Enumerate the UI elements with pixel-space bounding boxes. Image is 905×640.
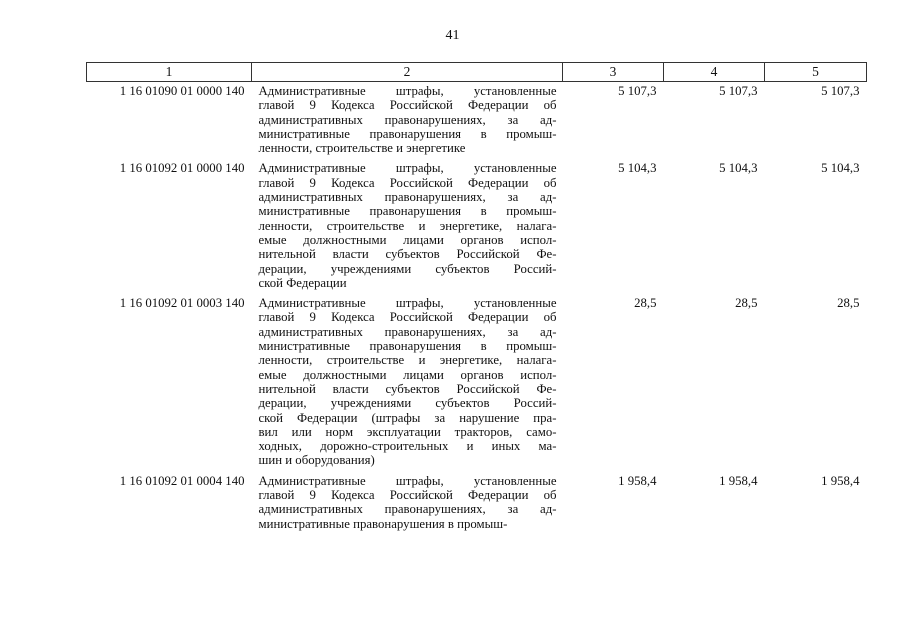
description-line: дерации, учреждениями субъектов Россий- (258, 261, 557, 276)
column-header-5: 5 (765, 63, 867, 82)
description-line: нительной власти субъектов Российской Фе- (258, 247, 557, 262)
column-header-2: 2 (252, 63, 563, 82)
budget-code-cell: 1 16 01092 01 0000 140 (119, 161, 245, 176)
column-header-3: 3 (563, 63, 664, 82)
amount-col5-cell: 5 104,3 (821, 161, 860, 176)
amount-col5-cell: 5 107,3 (821, 84, 860, 98)
amount-col4-cell: 5 104,3 (719, 161, 758, 176)
description-cell (252, 82, 563, 160)
description-line: емые должностными лицами органов испол- (258, 367, 557, 382)
description-line: главой 9 Кодекса Российской Федерации об (258, 310, 557, 325)
amount-col3-cell: 5 104,3 (618, 161, 657, 176)
description-line: ходных, дорожно-строительных и иных ма- (258, 439, 557, 454)
amount-col4-cell: 5 107,3 (719, 84, 758, 98)
description-line: нительной власти субъектов Российской Фе- (258, 381, 557, 396)
description-line: министративные правонарушения в промыш- (258, 204, 557, 219)
amount-col3-cell: 1 958,4 (618, 473, 657, 488)
description-line: административных правонарушениях, за ад- (258, 502, 557, 517)
amount-col3-cell: 28,5 (634, 296, 657, 311)
description-line: ской Федерации (258, 275, 347, 290)
column-header-1: 1 (87, 63, 252, 82)
description-line: шин и оборудования) (258, 453, 375, 468)
description-cell (252, 294, 563, 472)
description-line: административных правонарушениях, за ад- (258, 112, 557, 127)
description-line: министративные правонарушения в промыш- (258, 339, 557, 354)
description-line: министративные правонарушения в промыш- (258, 126, 557, 141)
budget-code-cell: 1 16 01092 01 0004 140 (119, 473, 245, 488)
amount-col3-cell: 5 107,3 (618, 84, 657, 98)
description-line: Административные штрафы, установленные (258, 296, 557, 311)
description-cell (252, 159, 563, 294)
description-line: главой 9 Кодекса Российской Федерации об (258, 175, 557, 190)
table-row (87, 82, 867, 160)
description-line: главой 9 Кодекса Российской Федерации об (258, 98, 557, 113)
page-number: 41 (445, 28, 460, 43)
description-line: ленности, строительстве и энергетике (258, 141, 466, 156)
description-line: ленности, строительстве и энергетике, налага- (258, 218, 557, 233)
description-line: емые должностными лицами органов испол- (258, 232, 557, 247)
description-line: вил или норм эксплуатации тракторов, само- (258, 424, 557, 439)
table-header-row (87, 63, 867, 82)
description-line: ской Федерации (штрафы за нарушение пра- (258, 410, 557, 425)
description-line: главой 9 Кодекса Российской Федерации об (258, 488, 557, 503)
description-cell (252, 472, 563, 535)
description-line: административных правонарушениях, за ад- (258, 324, 557, 339)
amount-col5-cell: 28,5 (837, 296, 860, 311)
budget-table (86, 62, 867, 535)
description-line: дерации, учреждениями субъектов Россий- (258, 396, 557, 411)
description-line: Административные штрафы, установленные (258, 161, 557, 176)
description-line: министративные правонарушения в промыш- (258, 516, 508, 531)
table-row (87, 472, 867, 535)
column-header-4: 4 (664, 63, 765, 82)
description-line: ленности, строительстве и энергетике, налага- (258, 353, 557, 368)
description-line: Административные штрафы, установленные (258, 84, 557, 98)
budget-code-cell: 1 16 01092 01 0003 140 (119, 296, 245, 311)
amount-col5-cell: 1 958,4 (821, 473, 860, 488)
description-line: административных правонарушениях, за ад- (258, 190, 557, 205)
description-line: Административные штрафы, установленные (258, 473, 557, 488)
table-row (87, 294, 867, 472)
budget-code-cell: 1 16 01090 01 0000 140 (119, 84, 245, 98)
amount-col4-cell: 1 958,4 (719, 473, 758, 488)
table-row (87, 159, 867, 294)
amount-col4-cell: 28,5 (735, 296, 758, 311)
